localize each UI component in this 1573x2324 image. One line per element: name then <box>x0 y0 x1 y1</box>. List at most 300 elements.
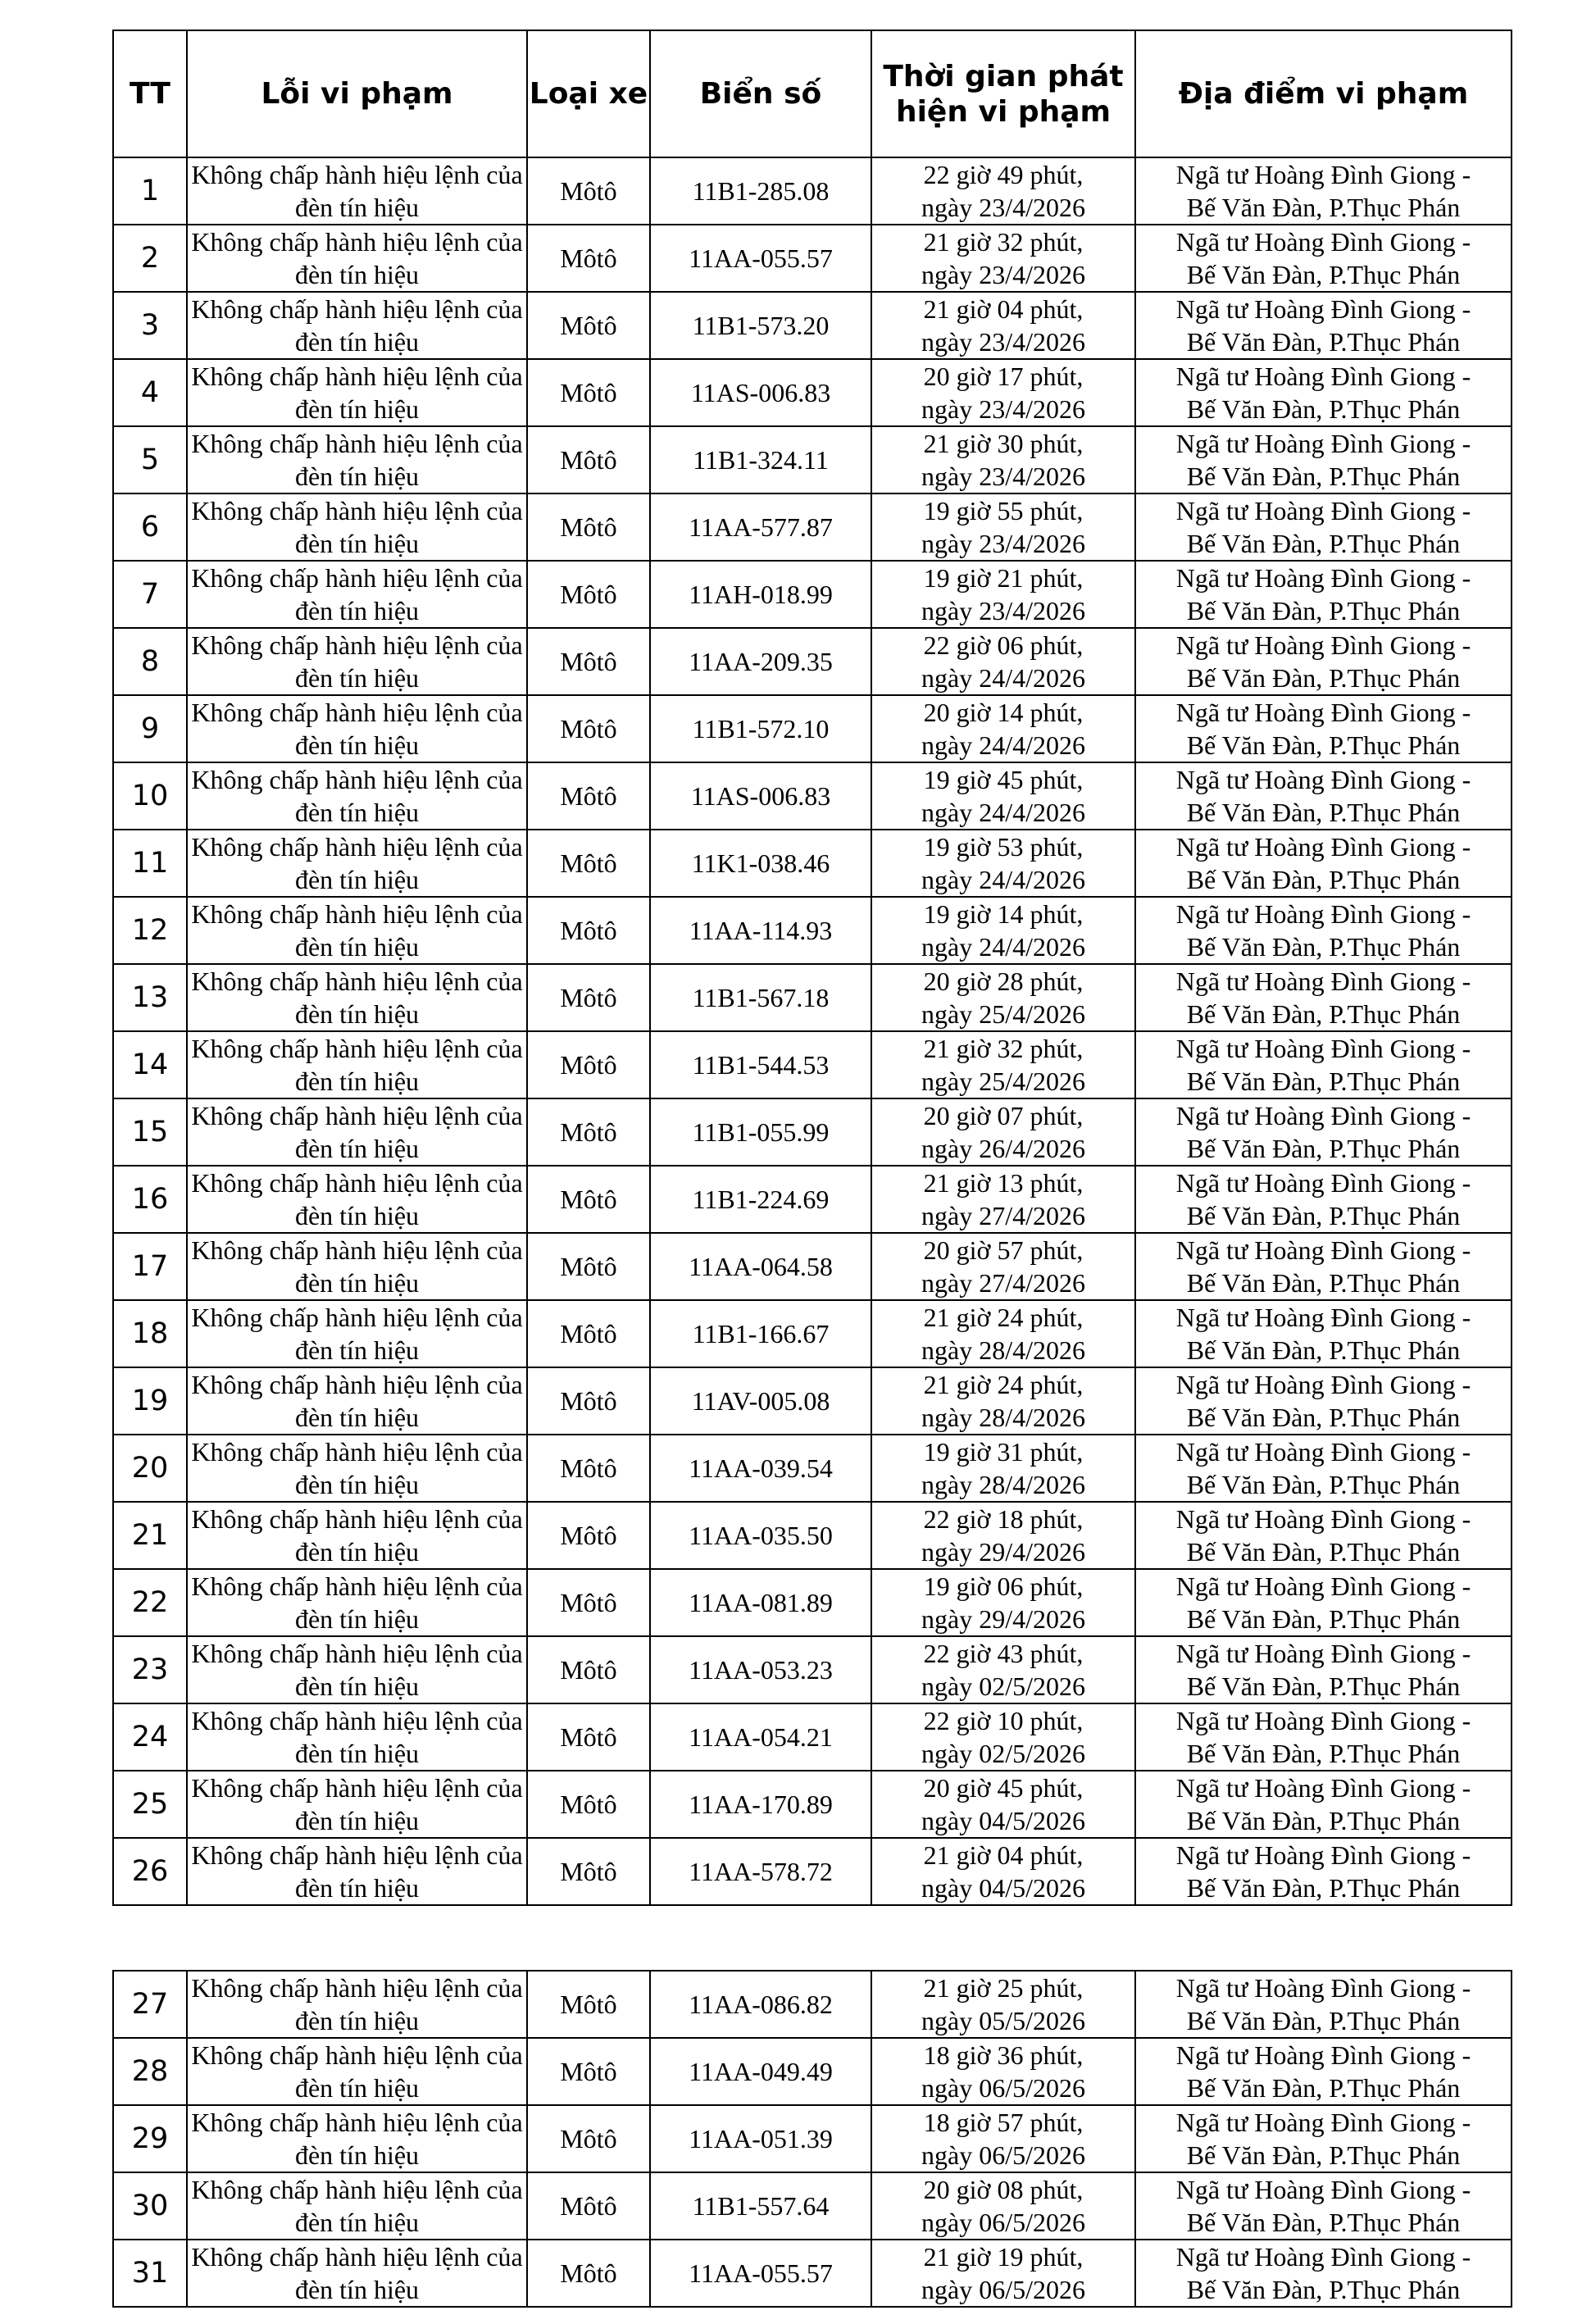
table-row <box>113 1367 1512 1435</box>
cell-time-text: ngày 23/4/2026 <box>921 327 1085 357</box>
cell-vehicle <box>527 1703 650 1771</box>
cell-plate <box>650 1098 871 1166</box>
cell-time-text: 22 giờ 18 phút, <box>923 1504 1084 1534</box>
cell-vehicle <box>527 2038 650 2105</box>
cell-location-text: Ngã tư Hoàng Đình Giong - <box>1175 1773 1471 1803</box>
cell-time-text: 21 giờ 04 phút, <box>923 294 1084 324</box>
cell-tt <box>113 695 187 762</box>
cell-violation <box>187 1569 527 1636</box>
table-row <box>113 225 1512 292</box>
cell-time-text: 19 giờ 06 phút, <box>923 1571 1084 1601</box>
cell-location <box>1135 1569 1512 1636</box>
cell-time <box>871 225 1135 292</box>
cell-time-text: ngày 24/4/2026 <box>921 865 1085 894</box>
cell-tt-text: 23 <box>131 1653 169 1686</box>
cell-vehicle <box>527 897 650 964</box>
cell-time-text: 20 giờ 14 phút, <box>923 698 1084 727</box>
cell-vehicle <box>527 1569 650 1636</box>
cell-location-text: Bế Văn Đàn, P.Thục Phán <box>1186 193 1461 222</box>
table-row <box>113 1098 1512 1166</box>
cell-tt-text: 21 <box>131 1519 169 1552</box>
cell-time-text: 20 giờ 28 phút, <box>923 966 1084 996</box>
cell-time-text: 21 giờ 04 phút, <box>923 1840 1084 1870</box>
cell-tt-text: 29 <box>131 2122 169 2155</box>
cell-time-text: ngày 02/5/2026 <box>921 1671 1085 1701</box>
cell-plate-text: 11AS-006.83 <box>690 378 831 407</box>
cell-violation-text: Không chấp hành hiệu lệnh của đèn tín hiệu <box>191 1706 523 1768</box>
cell-tt <box>113 426 187 493</box>
table-row <box>113 2038 1512 2105</box>
cell-location <box>1135 762 1512 830</box>
cell-violation <box>187 2038 527 2105</box>
cell-location-text: Ngã tư Hoàng Đình Giong - <box>1175 2108 1471 2137</box>
cell-violation-text: Không chấp hành hiệu lệnh của đèn tín hiệu <box>191 1370 523 1432</box>
cell-violation-text: Không chấp hành hiệu lệnh của đèn tín hiệu <box>191 1303 523 1365</box>
cell-time <box>871 426 1135 493</box>
cell-time <box>871 964 1135 1031</box>
cell-location-text: Bế Văn Đàn, P.Thục Phán <box>1186 1537 1461 1567</box>
cell-location <box>1135 1031 1512 1098</box>
cell-location <box>1135 1435 1512 1502</box>
cell-plate <box>650 1838 871 1905</box>
header-location: Địa điểm vi phạm <box>1135 30 1512 157</box>
cell-plate <box>650 561 871 628</box>
table-row <box>113 1569 1512 1636</box>
cell-tt-text: 13 <box>131 981 169 1014</box>
cell-time-text: 21 giờ 30 phút, <box>923 429 1084 458</box>
cell-vehicle-text: Môtô <box>560 1117 617 1147</box>
cell-vehicle-text: Môtô <box>560 2191 617 2221</box>
cell-location <box>1135 1166 1512 1233</box>
violations-table-part-2 <box>112 1970 1512 2308</box>
cell-location-text: Ngã tư Hoàng Đình Giong - <box>1175 429 1471 458</box>
cell-plate <box>650 225 871 292</box>
cell-location-text: Ngã tư Hoàng Đình Giong - <box>1175 2040 1471 2070</box>
cell-plate <box>650 1771 871 1838</box>
cell-plate <box>650 1031 871 1098</box>
cell-time-text: 20 giờ 07 phút, <box>923 1101 1084 1130</box>
cell-violation <box>187 1771 527 1838</box>
cell-time <box>871 2240 1135 2307</box>
cell-tt <box>113 225 187 292</box>
cell-tt <box>113 1971 187 2038</box>
cell-plate <box>650 964 871 1031</box>
violations-table-part-1 <box>112 30 1512 1906</box>
cell-violation <box>187 1098 527 1166</box>
cell-violation <box>187 1502 527 1569</box>
cell-location <box>1135 1367 1512 1435</box>
cell-violation-text: Không chấp hành hiệu lệnh của đèn tín hiệu <box>191 227 523 289</box>
cell-violation-text: Không chấp hành hiệu lệnh của đèn tín hiệu <box>191 630 523 693</box>
cell-location <box>1135 2105 1512 2172</box>
cell-tt <box>113 359 187 426</box>
cell-violation <box>187 1435 527 1502</box>
cell-plate-text: 11B1-285.08 <box>692 176 830 206</box>
cell-location <box>1135 2038 1512 2105</box>
cell-violation <box>187 2240 527 2307</box>
cell-time <box>871 897 1135 964</box>
cell-violation-text: Không chấp hành hiệu lệnh của đèn tín hiệu <box>191 1101 523 1163</box>
cell-vehicle <box>527 1636 650 1703</box>
cell-vehicle <box>527 1367 650 1435</box>
cell-vehicle-text: Môtô <box>560 916 617 945</box>
cell-tt-text: 9 <box>140 712 160 745</box>
cell-vehicle-text: Môtô <box>560 1790 617 1819</box>
cell-time-text: ngày 24/4/2026 <box>921 798 1085 827</box>
cell-plate <box>650 2240 871 2307</box>
cell-violation-text: Không chấp hành hiệu lệnh của đèn tín hiệu <box>191 294 523 357</box>
cell-violation <box>187 1166 527 1233</box>
cell-location <box>1135 2172 1512 2240</box>
cell-location-text: Bế Văn Đàn, P.Thục Phán <box>1186 1604 1461 1634</box>
cell-violation-text: Không chấp hành hiệu lệnh của đèn tín hiệu <box>191 1840 523 1903</box>
cell-time-text: ngày 28/4/2026 <box>921 1470 1085 1499</box>
cell-location <box>1135 897 1512 964</box>
cell-violation <box>187 1300 527 1367</box>
cell-plate-text: 11AA-053.23 <box>689 1655 833 1685</box>
cell-plate-text: 11AA-578.72 <box>689 1857 833 1886</box>
cell-violation <box>187 426 527 493</box>
cell-tt-text: 17 <box>131 1250 169 1283</box>
cell-tt-text: 7 <box>140 578 160 611</box>
cell-location-text: Bế Văn Đàn, P.Thục Phán <box>1186 529 1461 558</box>
cell-violation <box>187 359 527 426</box>
cell-plate <box>650 2172 871 2240</box>
cell-location-text: Ngã tư Hoàng Đình Giong - <box>1175 496 1471 525</box>
cell-time-text: 21 giờ 24 phút, <box>923 1303 1084 1332</box>
cell-plate <box>650 2038 871 2105</box>
cell-violation <box>187 2105 527 2172</box>
cell-violation <box>187 1636 527 1703</box>
cell-violation-text: Không chấp hành hiệu lệnh của đèn tín hiệu <box>191 362 523 424</box>
table-row <box>113 157 1512 225</box>
cell-time <box>871 493 1135 561</box>
cell-vehicle <box>527 1233 650 1300</box>
cell-plate-text: 11AS-006.83 <box>690 781 831 811</box>
cell-tt-text: 31 <box>131 2257 169 2290</box>
cell-location <box>1135 964 1512 1031</box>
cell-plate-text: 11AA-209.35 <box>689 647 833 676</box>
cell-vehicle-text: Môtô <box>560 1453 617 1483</box>
cell-location-text: Bế Văn Đàn, P.Thục Phán <box>1186 462 1461 491</box>
cell-time-text: ngày 23/4/2026 <box>921 529 1085 558</box>
cell-tt <box>113 1703 187 1771</box>
cell-vehicle-text: Môtô <box>560 1050 617 1080</box>
cell-tt-text: 18 <box>131 1317 169 1350</box>
cell-vehicle <box>527 1031 650 1098</box>
cell-time-text: ngày 06/5/2026 <box>921 2140 1085 2170</box>
cell-time <box>871 1838 1135 1905</box>
cell-time-text: 20 giờ 17 phút, <box>923 362 1084 391</box>
cell-vehicle-text: Môtô <box>560 2124 617 2153</box>
cell-vehicle <box>527 628 650 695</box>
cell-time <box>871 1367 1135 1435</box>
cell-tt-text: 1 <box>140 175 160 207</box>
cell-location-text: Ngã tư Hoàng Đình Giong - <box>1175 227 1471 257</box>
cell-plate-text: 11AA-035.50 <box>689 1521 833 1550</box>
cell-tt <box>113 830 187 897</box>
cell-location-text: Ngã tư Hoàng Đình Giong - <box>1175 1168 1471 1198</box>
cell-location-text: Ngã tư Hoàng Đình Giong - <box>1175 2242 1471 2272</box>
table-row <box>113 292 1512 359</box>
table-row <box>113 1771 1512 1838</box>
cell-time <box>871 2038 1135 2105</box>
cell-time-text: 21 giờ 24 phút, <box>923 1370 1084 1399</box>
cell-location <box>1135 1233 1512 1300</box>
cell-plate-text: 11AA-086.82 <box>689 1990 833 2019</box>
cell-plate <box>650 628 871 695</box>
cell-location-text: Bế Văn Đàn, P.Thục Phán <box>1186 663 1461 693</box>
cell-time-text: 22 giờ 06 phút, <box>923 630 1084 660</box>
cell-location <box>1135 1502 1512 1569</box>
cell-location-text: Bế Văn Đàn, P.Thục Phán <box>1186 798 1461 827</box>
cell-vehicle <box>527 1166 650 1233</box>
cell-time <box>871 1569 1135 1636</box>
cell-time <box>871 1703 1135 1771</box>
table-row <box>113 897 1512 964</box>
cell-violation-text: Không chấp hành hiệu lệnh của đèn tín hiệu <box>191 429 523 491</box>
cell-location-text: Ngã tư Hoàng Đình Giong - <box>1175 2175 1471 2204</box>
cell-vehicle-text: Môtô <box>560 580 617 609</box>
cell-violation <box>187 964 527 1031</box>
cell-plate-text: 11B1-573.20 <box>692 311 830 340</box>
cell-time-text: ngày 23/4/2026 <box>921 394 1085 424</box>
cell-vehicle-text: Môtô <box>560 311 617 340</box>
cell-plate-text: 11AA-039.54 <box>689 1453 833 1483</box>
cell-time-text: ngày 24/4/2026 <box>921 663 1085 693</box>
cell-vehicle-text: Môtô <box>560 512 617 542</box>
cell-location <box>1135 1971 1512 2038</box>
cell-time-text: 21 giờ 32 phút, <box>923 1034 1084 1063</box>
cell-time <box>871 628 1135 695</box>
cell-time-text: 19 giờ 31 phút, <box>923 1437 1084 1467</box>
cell-violation-text: Không chấp hành hiệu lệnh của đèn tín hiệu <box>191 2242 523 2304</box>
cell-time-text: ngày 29/4/2026 <box>921 1537 1085 1567</box>
table-row <box>113 830 1512 897</box>
cell-location-text: Bế Văn Đàn, P.Thục Phán <box>1186 1470 1461 1499</box>
cell-location-text: Bế Văn Đàn, P.Thục Phán <box>1186 1739 1461 1768</box>
table-row <box>113 1636 1512 1703</box>
cell-location-text: Bế Văn Đàn, P.Thục Phán <box>1186 2275 1461 2304</box>
cell-location-text: Bế Văn Đàn, P.Thục Phán <box>1186 1873 1461 1903</box>
cell-vehicle <box>527 2240 650 2307</box>
cell-violation-text: Không chấp hành hiệu lệnh của đèn tín hiệu <box>191 1168 523 1230</box>
cell-plate-text: 11B1-055.99 <box>692 1117 830 1147</box>
cell-vehicle <box>527 964 650 1031</box>
cell-plate <box>650 1971 871 2038</box>
table-row <box>113 426 1512 493</box>
cell-plate <box>650 1703 871 1771</box>
cell-location-text: Ngã tư Hoàng Đình Giong - <box>1175 1034 1471 1063</box>
cell-location-text: Bế Văn Đàn, P.Thục Phán <box>1186 596 1461 625</box>
cell-plate-text: 11AA-054.21 <box>689 1722 833 1752</box>
cell-location-text: Bế Văn Đàn, P.Thục Phán <box>1186 1806 1461 1835</box>
cell-vehicle <box>527 695 650 762</box>
cell-vehicle-text: Môtô <box>560 1185 617 1214</box>
cell-time-text: ngày 29/4/2026 <box>921 1604 1085 1634</box>
cell-time-text: 21 giờ 13 phút, <box>923 1168 1084 1198</box>
cell-tt-text: 4 <box>140 376 160 409</box>
cell-vehicle-text: Môtô <box>560 714 617 744</box>
cell-plate-text: 11AA-170.89 <box>689 1790 833 1819</box>
cell-plate <box>650 359 871 426</box>
cell-tt <box>113 2240 187 2307</box>
cell-vehicle-text: Môtô <box>560 1588 617 1617</box>
cell-time-text: ngày 23/4/2026 <box>921 596 1085 625</box>
cell-location-text: Bế Văn Đàn, P.Thục Phán <box>1186 260 1461 289</box>
cell-tt-text: 8 <box>140 645 160 678</box>
cell-location <box>1135 2240 1512 2307</box>
cell-plate <box>650 1300 871 1367</box>
cell-tt <box>113 628 187 695</box>
cell-plate <box>650 1166 871 1233</box>
cell-location-text: Bế Văn Đàn, P.Thục Phán <box>1186 2073 1461 2103</box>
cell-time-text: 19 giờ 21 phút, <box>923 563 1084 593</box>
cell-time-text: ngày 23/4/2026 <box>921 462 1085 491</box>
cell-location-text: Bế Văn Đàn, P.Thục Phán <box>1186 1066 1461 1096</box>
cell-plate <box>650 1636 871 1703</box>
cell-plate-text: 11B1-166.67 <box>692 1319 830 1348</box>
cell-vehicle-text: Môtô <box>560 445 617 475</box>
cell-plate-text: 11B1-544.53 <box>692 1050 830 1080</box>
cell-location <box>1135 1703 1512 1771</box>
header-time: Thời gian phát hiện vi phạm <box>871 30 1135 157</box>
cell-time-text: ngày 06/5/2026 <box>921 2208 1085 2237</box>
cell-vehicle-text: Môtô <box>560 1655 617 1685</box>
cell-location <box>1135 426 1512 493</box>
cell-violation <box>187 493 527 561</box>
cell-time-text: ngày 28/4/2026 <box>921 1403 1085 1432</box>
cell-vehicle <box>527 1838 650 1905</box>
cell-location-text: Bế Văn Đàn, P.Thục Phán <box>1186 1671 1461 1701</box>
cell-time-text: ngày 23/4/2026 <box>921 193 1085 222</box>
cell-location <box>1135 493 1512 561</box>
cell-location-text: Ngã tư Hoàng Đình Giong - <box>1175 294 1471 324</box>
cell-vehicle <box>527 1971 650 2038</box>
cell-tt-text: 14 <box>131 1048 169 1081</box>
cell-location-text: Ngã tư Hoàng Đình Giong - <box>1175 1840 1471 1870</box>
cell-time-text: ngày 02/5/2026 <box>921 1739 1085 1768</box>
table-row <box>113 964 1512 1031</box>
cell-violation-text: Không chấp hành hiệu lệnh của đèn tín hiệu <box>191 1571 523 1634</box>
cell-tt <box>113 1367 187 1435</box>
cell-time-text: 19 giờ 55 phút, <box>923 496 1084 525</box>
cell-time-text: ngày 27/4/2026 <box>921 1268 1085 1298</box>
cell-vehicle-text: Môtô <box>560 1319 617 1348</box>
table-row <box>113 2105 1512 2172</box>
cell-plate <box>650 695 871 762</box>
cell-location-text: Bế Văn Đàn, P.Thục Phán <box>1186 1335 1461 1365</box>
cell-location <box>1135 359 1512 426</box>
cell-time <box>871 2172 1135 2240</box>
cell-time-text: 21 giờ 25 phút, <box>923 1973 1084 2003</box>
cell-tt <box>113 157 187 225</box>
cell-time <box>871 762 1135 830</box>
cell-vehicle <box>527 1771 650 1838</box>
cell-plate <box>650 1502 871 1569</box>
cell-location-text: Bế Văn Đàn, P.Thục Phán <box>1186 2006 1461 2035</box>
cell-time <box>871 2105 1135 2172</box>
table-row <box>113 1300 1512 1367</box>
table-row <box>113 2172 1512 2240</box>
cell-violation-text: Không chấp hành hiệu lệnh của đèn tín hiệu <box>191 1773 523 1835</box>
cell-time-text: 19 giờ 53 phút, <box>923 832 1084 862</box>
header-violation: Lỗi vi phạm <box>187 30 527 157</box>
cell-time-text: 20 giờ 57 phút, <box>923 1235 1084 1265</box>
cell-violation-text: Không chấp hành hiệu lệnh của đèn tín hiệu <box>191 160 523 222</box>
cell-violation-text: Không chấp hành hiệu lệnh của đèn tín hiệu <box>191 832 523 894</box>
cell-plate <box>650 157 871 225</box>
cell-vehicle-text: Môtô <box>560 2057 617 2086</box>
cell-time-text: 22 giờ 43 phút, <box>923 1639 1084 1668</box>
cell-tt <box>113 1636 187 1703</box>
cell-time-text: ngày 06/5/2026 <box>921 2073 1085 2103</box>
cell-violation-text: Không chấp hành hiệu lệnh của đèn tín hiệu <box>191 698 523 760</box>
cell-time-text: ngày 23/4/2026 <box>921 260 1085 289</box>
cell-location-text: Bế Văn Đàn, P.Thục Phán <box>1186 999 1461 1029</box>
cell-tt <box>113 1569 187 1636</box>
table-row <box>113 1838 1512 1905</box>
cell-violation <box>187 1971 527 2038</box>
cell-vehicle <box>527 359 650 426</box>
cell-violation <box>187 2172 527 2240</box>
cell-tt <box>113 2038 187 2105</box>
cell-time <box>871 1098 1135 1166</box>
cell-violation <box>187 695 527 762</box>
cell-plate-text: 11AH-018.99 <box>689 580 833 609</box>
cell-tt <box>113 1031 187 1098</box>
cell-vehicle <box>527 2105 650 2172</box>
cell-location-text: Bế Văn Đàn, P.Thục Phán <box>1186 327 1461 357</box>
cell-location-text: Bế Văn Đàn, P.Thục Phán <box>1186 2208 1461 2237</box>
cell-tt <box>113 1233 187 1300</box>
cell-plate <box>650 762 871 830</box>
cell-time-text: 22 giờ 10 phút, <box>923 1706 1084 1735</box>
cell-tt-text: 25 <box>131 1788 169 1821</box>
cell-location-text: Bế Văn Đàn, P.Thục Phán <box>1186 1201 1461 1230</box>
cell-location-text: Ngã tư Hoàng Đình Giong - <box>1175 1504 1471 1534</box>
cell-time-text: ngày 28/4/2026 <box>921 1335 1085 1365</box>
cell-vehicle <box>527 2172 650 2240</box>
table-row <box>113 561 1512 628</box>
cell-location <box>1135 225 1512 292</box>
cell-time-text: ngày 26/4/2026 <box>921 1134 1085 1163</box>
cell-tt <box>113 493 187 561</box>
cell-vehicle <box>527 1098 650 1166</box>
cell-location-text: Ngã tư Hoàng Đình Giong - <box>1175 966 1471 996</box>
header-vehicle-type: Loại xe <box>527 30 650 157</box>
cell-plate <box>650 426 871 493</box>
cell-vehicle-text: Môtô <box>560 1521 617 1550</box>
cell-time-text: ngày 06/5/2026 <box>921 2275 1085 2304</box>
cell-plate-text: 11AA-114.93 <box>689 916 833 945</box>
cell-violation-text: Không chấp hành hiệu lệnh của đèn tín hiệu <box>191 1504 523 1567</box>
cell-violation <box>187 1233 527 1300</box>
cell-location-text: Ngã tư Hoàng Đình Giong - <box>1175 160 1471 189</box>
cell-vehicle-text: Môtô <box>560 1252 617 1281</box>
cell-vehicle-text: Môtô <box>560 848 617 878</box>
cell-time <box>871 695 1135 762</box>
cell-vehicle <box>527 1435 650 1502</box>
table-row <box>113 695 1512 762</box>
cell-tt-text: 19 <box>131 1385 169 1417</box>
table-row <box>113 1971 1512 2038</box>
cell-violation-text: Không chấp hành hiệu lệnh của đèn tín hiệu <box>191 2108 523 2170</box>
cell-time <box>871 157 1135 225</box>
cell-location-text: Ngã tư Hoàng Đình Giong - <box>1175 698 1471 727</box>
cell-plate-text: 11B1-324.11 <box>693 445 829 475</box>
cell-violation <box>187 1838 527 1905</box>
